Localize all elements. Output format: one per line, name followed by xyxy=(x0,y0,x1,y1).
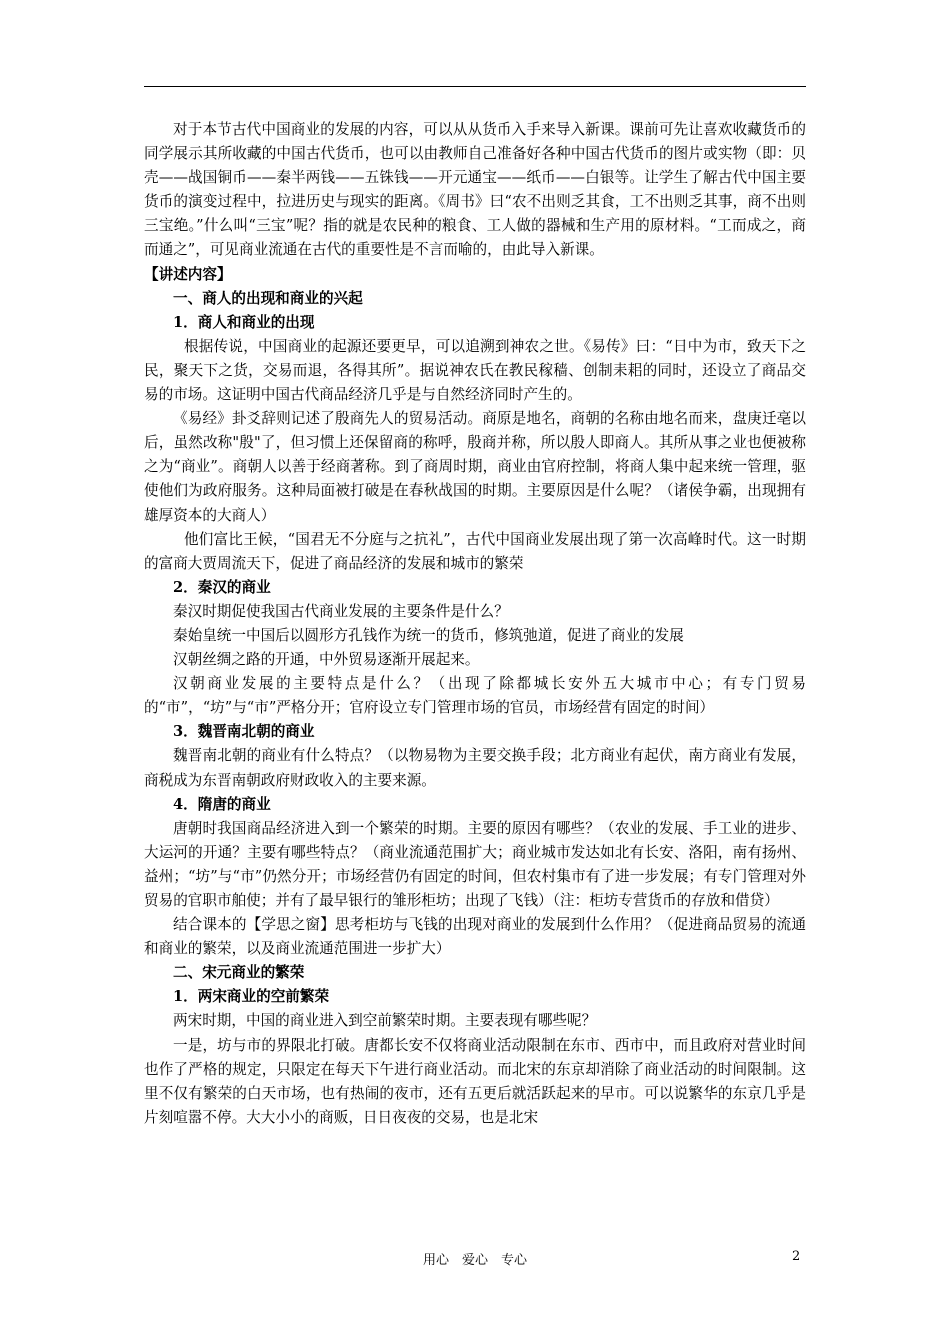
subsection-heading: 1．两宋商业的空前繁荣 xyxy=(173,988,330,1006)
body-paragraph: 汉朝丝绸之路的开通，中外贸易逐渐开展起来。 xyxy=(173,651,480,669)
body-paragraph: 秦汉时期促使我国古代商业发展的主要条件是什么？ xyxy=(173,602,509,620)
body-paragraph: 《易经》卦爻辞则记述了殷商先人的贸易活动。商原是地名，商朝的名称由地名而来，盘庚迁亳以后，虽然改称"殷"了，但习惯上还保留商的称呼，殷商并称，所以殷人即商人。其所从事之业也便被称之为“商业”。商朝人以善于经商著称。到了商周时期，商业由官府控制，将商人集中起来统一管理，驱使他们为政府服务。这种局面被打破是在春秋战国的时期。主要原因是什么呢？（诸侯争霸，出现拥有雄厚资本的大商人） xyxy=(144,410,806,524)
body-paragraph: 一是，坊与市的界限北打破。唐都长安不仅将商业活动限制在东市、西市中，而且政府对营业时间也作了严格的规定，只限定在每天下午进行商业活动。而北宋的东京却消除了商业活动的时间限制。这里不仅有繁荣的白天市场，也有热闹的夜市，还有五更后就活跃起来的早市。可以说繁华的东京几乎是片刻喧嚣不停。大大小小的商贩，日日夜夜的交易，也是北宋 xyxy=(144,1036,806,1126)
subsection-heading: 1．商人和商业的出现 xyxy=(173,313,315,331)
body-paragraph: 魏晋南北朝的商业有什么特点？（以物易物为主要交换手段；北方商业有起伏，南方商业有发展，商税成为东晋南朝政府财政收入的主要来源。 xyxy=(144,747,806,789)
subsection-heading: 2．秦汉的商业 xyxy=(173,578,271,596)
page-footer xyxy=(0,1249,950,1269)
section-label: 【讲述内容】 xyxy=(144,265,232,283)
body-paragraph: 秦始皇统一中国后以圆形方孔钱作为统一的货币，修筑弛道，促进了商业的发展 xyxy=(173,626,684,644)
section-heading: 一、商人的出现和商业的兴起 xyxy=(173,289,363,307)
subsection-heading: 4．隋唐的商业 xyxy=(173,795,271,813)
footer-motto: 用心 爱心 专心 xyxy=(422,1253,527,1268)
subsection-heading: 3．魏晋南北朝的商业 xyxy=(173,723,315,741)
body-paragraph: 他们富比王候，“国君无不分庭与之抗礼”，古代中国商业发展出现了第一次高峰时代。这一时期的富商大贾周流天下，促进了商品经济的发展和城市的繁荣 xyxy=(144,530,806,572)
section-heading: 二、宋元商业的繁荣 xyxy=(173,964,305,982)
header-rule xyxy=(144,86,806,87)
document-body xyxy=(144,118,806,1130)
body-paragraph: 结合课本的【学思之窗】思考柜坊与飞钱的出现对商业的发展到什么作用？（促进商品贸易的流通和商业的繁荣，以及商业流通范围进一步扩大） xyxy=(144,916,806,958)
body-paragraph: 两宋时期，中国的商业进入到空前繁荣时期。主要表现有哪些呢？ xyxy=(173,1012,597,1030)
body-paragraph: 汉朝商业发展的主要特点是什么？（出现了除都城长安外五大城市中心；有专门贸易的“市”，“坊”与“市”严格分开；官府设立专门管理市场的官员，市场经营有固定的时间） xyxy=(144,675,806,717)
body-paragraph: 根据传说，中国商业的起源还要更早，可以追溯到神农之世。《易传》曰：“日中为市，致天下之民，聚天下之货，交易而退，各得其所”。据说神农氏在教民稼穑、创制耒耜的同时，还设立了商品交易的市场。这证明中国古代商品经济几乎是与自然经济同时产生的。 xyxy=(144,337,806,404)
body-paragraph: 唐朝时我国商品经济进入到一个繁荣的时期。主要的原因有哪些？（农业的发展、手工业的进步、大运河的开通？主要有哪些特点？（商业流通范围扩大；商业城市发达如北有长安、洛阳，南有扬州、益州；“坊”与“市”仍然分开；市场经营仍有固定的时间，但农村集市有了进一步发展；有专门管理对外贸易的官职市舶使；并有了最早银行的雏形柜坊；出现了飞钱）（注：柜坊专营货币的存放和借贷） xyxy=(144,819,806,909)
page-number: 2 xyxy=(792,1249,801,1264)
body-paragraph: 对于本节古代中国商业的发展的内容，可以从从货币入手来导入新课。课前可先让喜欢收藏货币的同学展示其所收藏的中国古代货币，也可以由教师自己准备好各种中国古代货币的图片或实物（即：贝壳——战国铜币——秦半两钱——五铢钱——开元通宝——纸币——白银等。让学生了解古代中国主要货币的演变过程中，拉进历史与现实的距离。《周书》曰“农不出则乏其食，工不出则乏其事，商不出则三宝绝。”什么叫“三宝”呢？指的就是农民种的粮食、工人做的器械和生产用的原材料。“工而成之，商而通之”，可见商业流通在古代的重要性是不言而喻的，由此导入新课。 xyxy=(144,121,806,259)
